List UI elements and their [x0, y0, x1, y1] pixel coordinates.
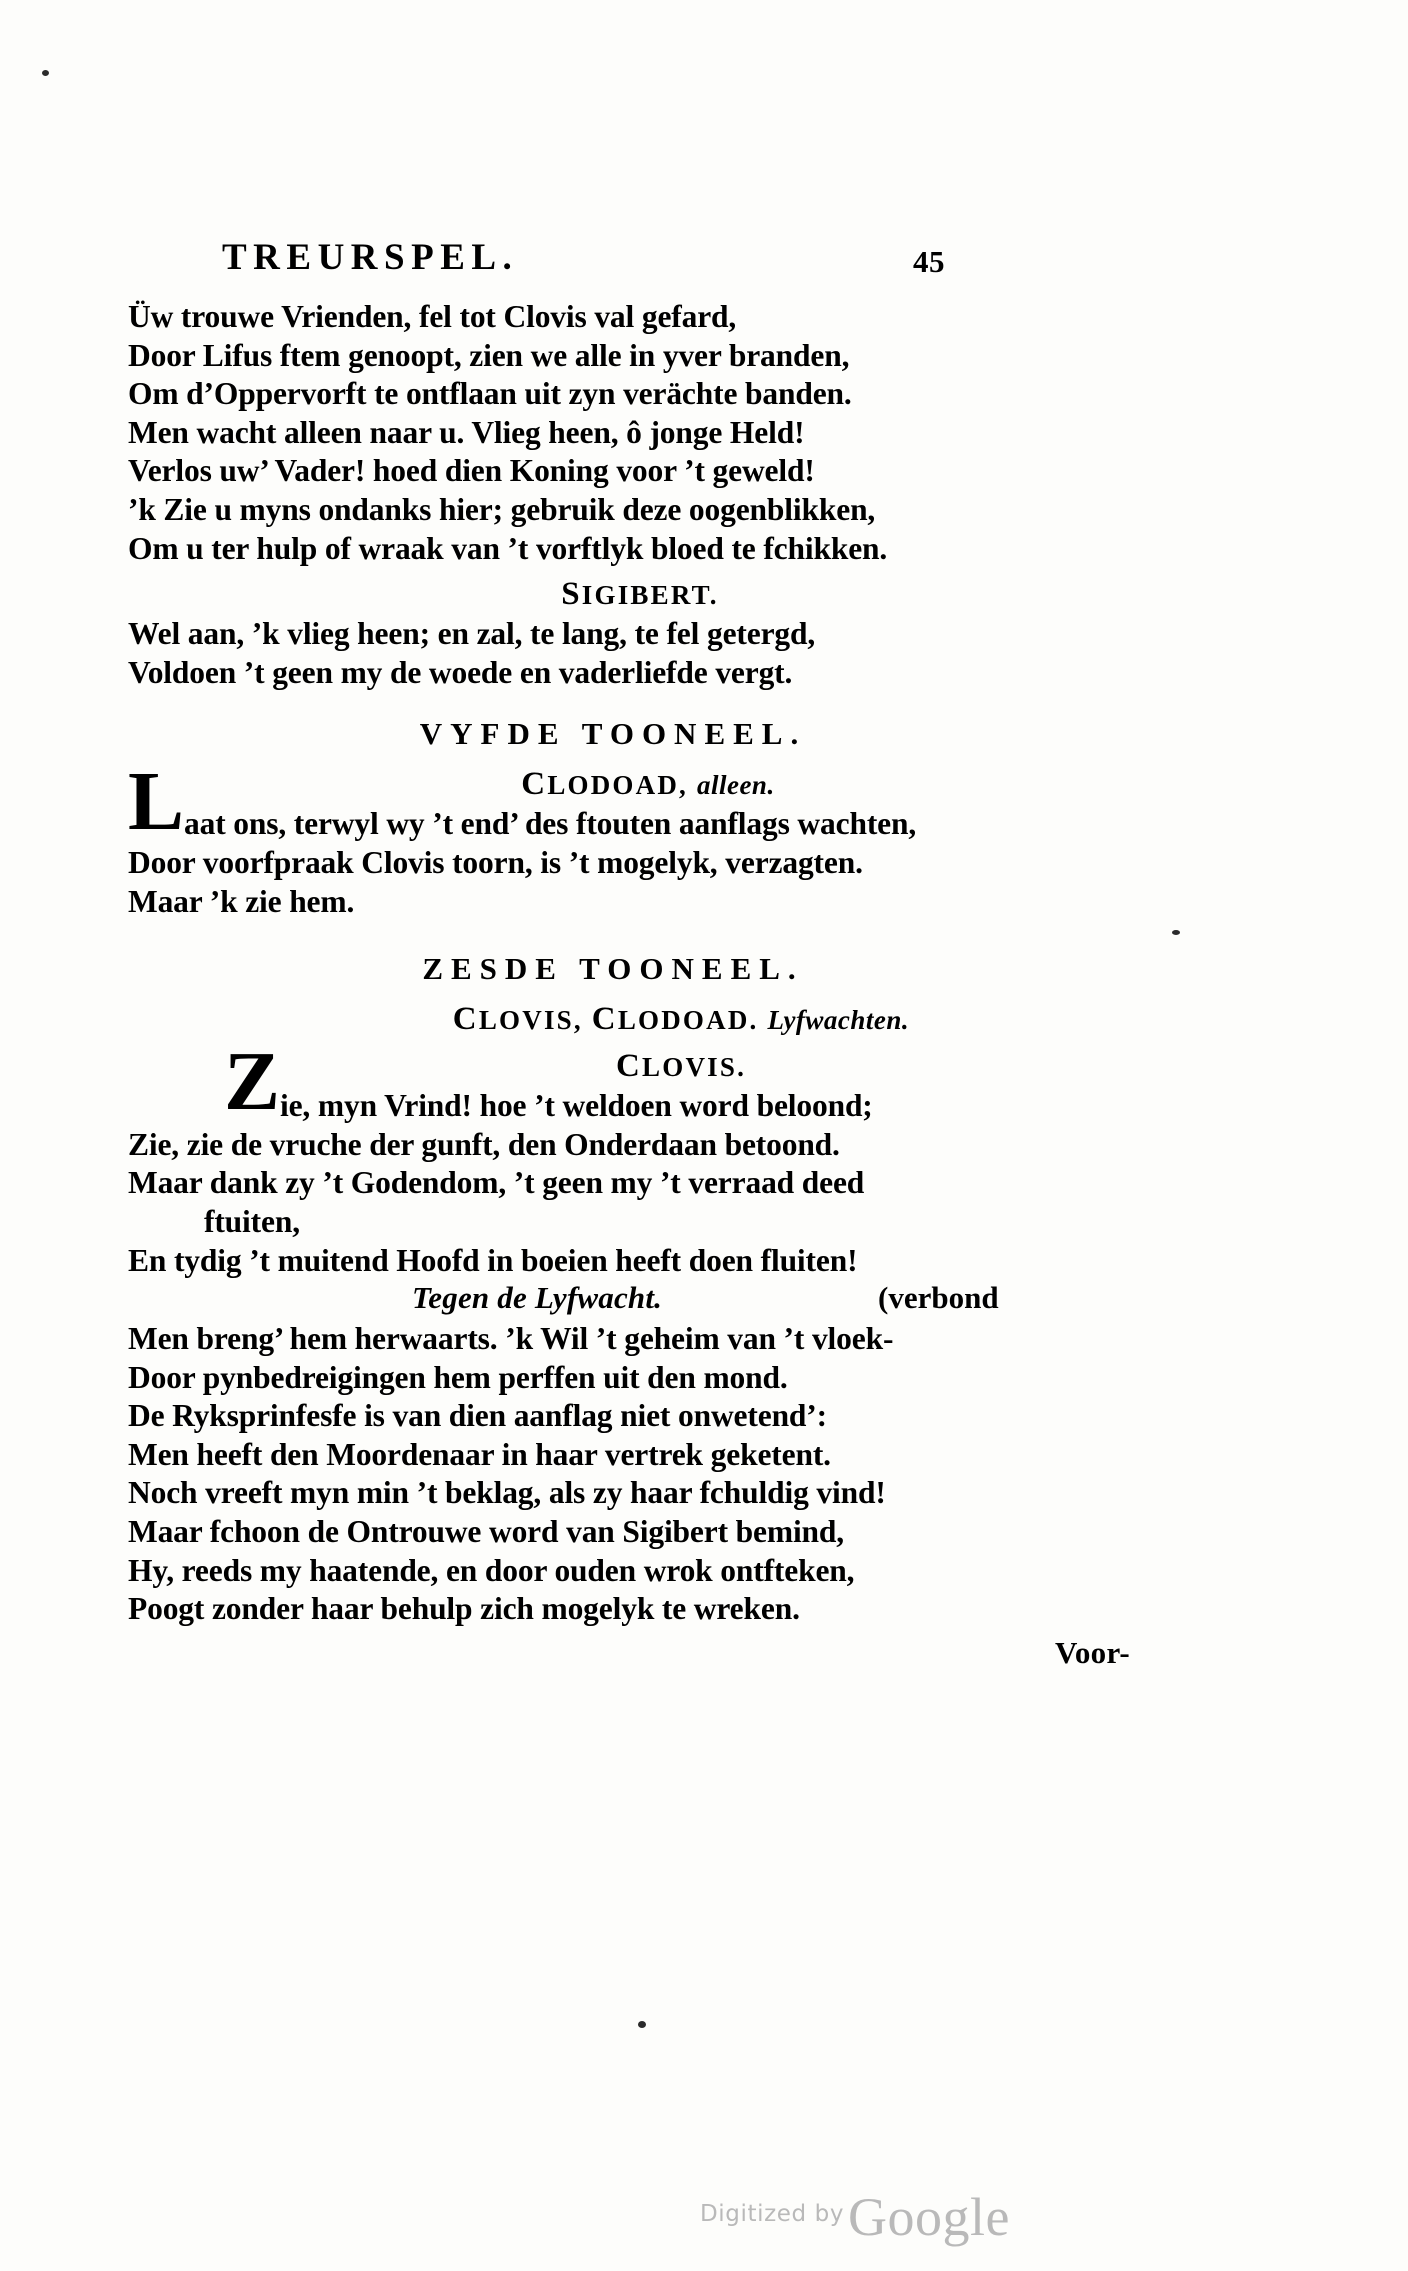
running-head-title: TREURSPEL.	[222, 237, 519, 278]
speaker-rest: LOVIS.	[642, 1052, 747, 1083]
cast-initial: C	[452, 1001, 479, 1038]
cast-rest: LOVIS,	[478, 1005, 583, 1036]
speaker-initial: C	[521, 766, 548, 803]
scan-speck	[638, 2021, 646, 2028]
verse-line: Poogt zonder haar behulp zich mogelyk te wreken.	[128, 1591, 800, 1627]
verse-line: Verlos uw’ Vader! hoed dien Koning voor ’t geweld!	[128, 453, 815, 489]
cast-qualifier: Lyfwachten.	[767, 1005, 910, 1036]
scene-five-body	[128, 755, 1138, 921]
scan-speck	[1172, 930, 1180, 935]
scene-heading-six: ZESDE TOONEEL.	[422, 951, 804, 987]
verse-line: Om u ter hulp of wraak van ’t vorftlyk bloed te fchikken.	[128, 530, 888, 566]
verse-line: Door Lifus ftem genoopt, zien we alle in yver branden,	[128, 337, 850, 373]
speaker-initial: S	[561, 576, 582, 613]
google-digitized-watermark	[700, 2186, 1010, 2248]
scene-heading-five: VYFDE TOONEEL.	[419, 716, 807, 752]
verse-line: Men breng’ hem herwaarts. ’k Wil ’t geheim van ’t vloek-	[128, 1321, 894, 1357]
speaker-name-sigibert	[128, 568, 1138, 615]
speaker-name-clodoad	[128, 758, 1138, 805]
speaker-qualifier: alleen.	[696, 770, 775, 801]
verse-line: Üw trouwe Vrienden, fel tot Clovis val gefard,	[128, 299, 737, 334]
drop-cap-l: L	[128, 755, 185, 849]
speaker-rest: IGIBERT.	[581, 580, 719, 611]
stage-direction-row	[128, 1280, 1138, 1320]
verse-line: ’k Zie u myns ondanks hier; gebruik deze oogenblikken,	[128, 491, 876, 527]
verse-line: Wel aan, ’k vlieg heen; en zal, te lang, te fel getergd,	[128, 616, 816, 652]
speaker-rest: LODOAD,	[547, 770, 688, 801]
cast-initial: C	[591, 1001, 618, 1038]
verse-line: Maar dank zy ’t Godendom, ’t geen my ’t verraad deed	[128, 1165, 865, 1201]
catchword: Voor-	[1055, 1634, 1130, 1670]
running-head	[128, 236, 1138, 292]
verse-line: Voldoen ’t geen my de woede en vaderliefde vergt.	[128, 654, 793, 690]
cast-rest: LODOAD.	[617, 1005, 759, 1036]
drop-cap-z: Z	[224, 1035, 281, 1129]
stage-direction-parenthetical: (verbond	[878, 1280, 999, 1316]
verse-line: aat ons, terwyl wy ’t end’ des ftouten aanflags wachten,	[184, 806, 917, 842]
page-number: 45	[913, 244, 945, 279]
speaker-initial: C	[615, 1048, 643, 1085]
verse-line: Noch vreeft myn min ’t beklag, als zy haar fchuldig vind!	[128, 1475, 886, 1511]
verse-line: Men heeft den Moordenaar in haar vertrek geketent.	[128, 1436, 831, 1472]
verse-line-runover: ftuiten,	[204, 1203, 300, 1239]
text-block	[128, 236, 1138, 1671]
stage-direction: Tegen de Lyfwacht.	[412, 1280, 663, 1316]
verse-line: Zie, zie de vruche der gunft, den Onderdaan betoond.	[128, 1126, 840, 1162]
verse-line: En tydig ’t muitend Hoofd in boeien heeft doen fluiten!	[128, 1242, 858, 1278]
scene-six-cast-list	[128, 993, 1138, 1040]
verse-line: Maar ’k zie hem.	[128, 883, 355, 919]
scan-speck	[42, 70, 49, 76]
verse-line: Om d’Oppervorft te ontflaan uit zyn verächte banden.	[128, 376, 852, 412]
verse-line: Door voorfpraak Clovis toorn, is ’t mogelyk, verzagten.	[128, 844, 863, 880]
verse-line: Men wacht alleen naar u. Vlieg heen, ô jonge Held!	[128, 414, 805, 450]
google-logo-text: Google	[848, 2187, 1011, 2247]
watermark-label: Digitized by	[700, 2201, 845, 2227]
verse-line: Door pynbedreigingen hem perffen uit den mond.	[128, 1359, 788, 1395]
verse-line: ie, myn Vrind! hoe ’t weldoen word beloond;	[280, 1088, 873, 1124]
scene-six-body	[128, 1035, 1138, 1129]
verse-line: Maar fchoon de Ontrouwe word van Sigibert bemind,	[128, 1514, 845, 1550]
verse-line: Hy, reeds my haatende, en door ouden wrok ontfteken,	[128, 1552, 855, 1588]
verse-line: De Ryksprinfesfe is van dien aanflag niet onwetend’:	[128, 1398, 827, 1434]
